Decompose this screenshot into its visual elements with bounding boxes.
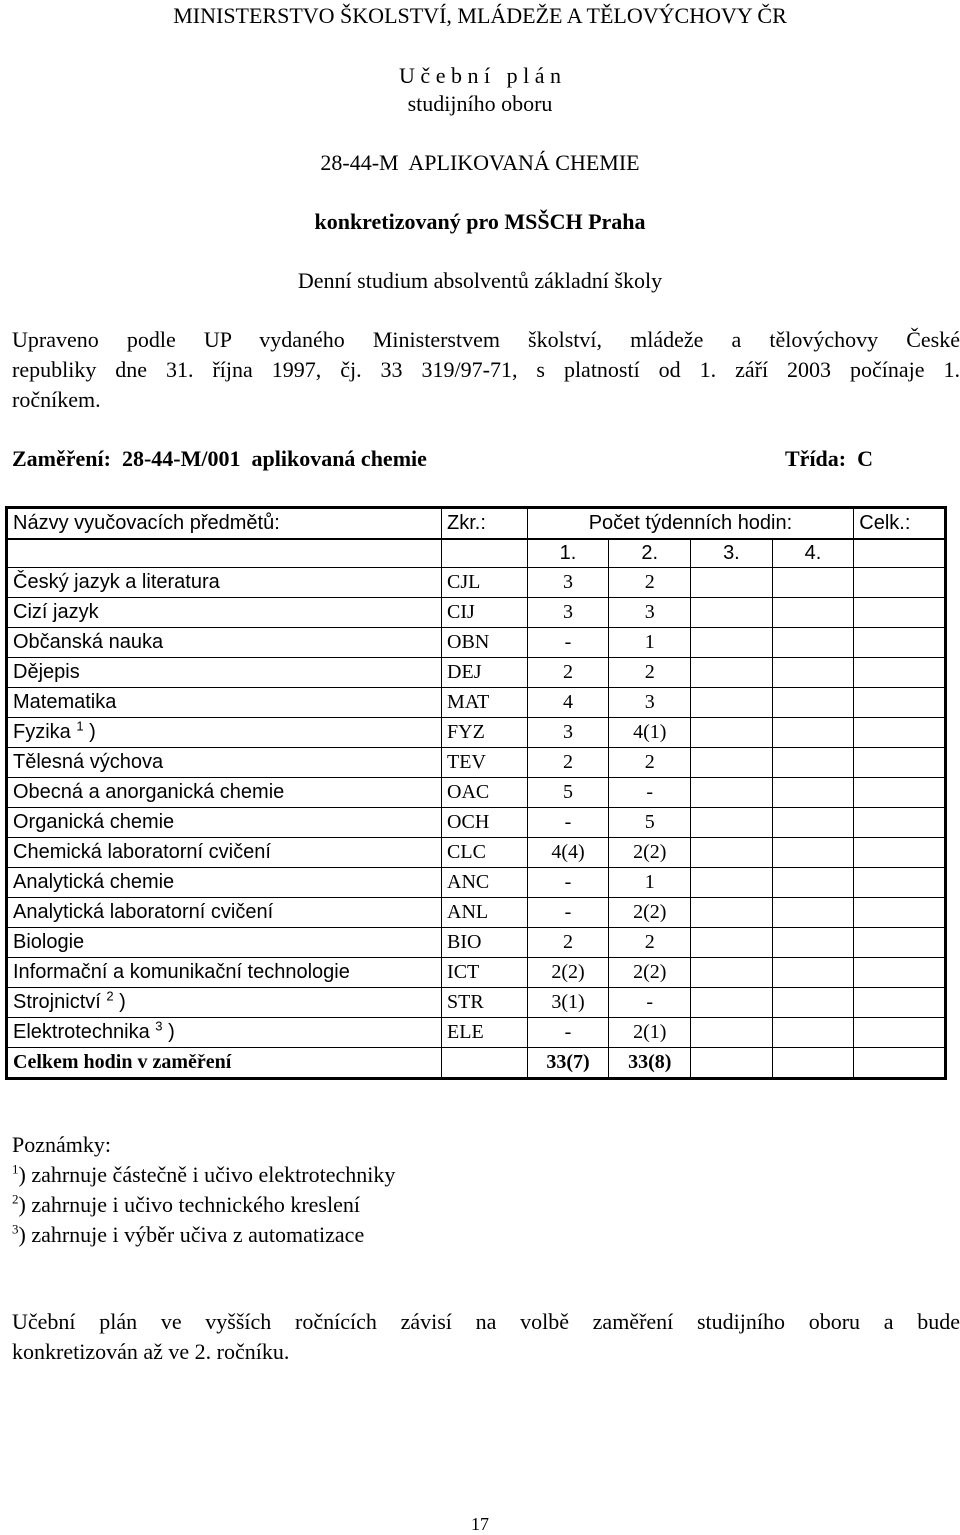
hours-year-2: 2(2) xyxy=(609,958,691,988)
page-number: 17 xyxy=(471,1514,489,1534)
note-item: $^3$) zahrnuje i výběr učiva z automatizace xyxy=(12,1221,365,1247)
hours-year-3 xyxy=(691,598,773,628)
hours-year-1: 3 xyxy=(527,598,609,628)
year-1-header: 1. xyxy=(527,539,609,568)
intro-paragraph xyxy=(12,325,960,415)
hours-total xyxy=(854,898,946,928)
subject-name: Elektrotechnika $^3$ ) xyxy=(7,1018,442,1048)
subject-abbr: ANL xyxy=(442,898,528,928)
subject-abbr: CLC xyxy=(442,838,528,868)
table-row xyxy=(7,688,946,718)
year-4-header: 4. xyxy=(772,539,854,568)
table-row xyxy=(7,958,946,988)
hours-year-2: 1 xyxy=(609,628,691,658)
hours-total xyxy=(854,718,946,748)
hours-total xyxy=(854,808,946,838)
hours-year-2: 4(1) xyxy=(609,718,691,748)
hours-total xyxy=(854,748,946,778)
col-abbr-header: Zkr.: xyxy=(442,508,528,540)
subject-name: Informační a komunikační technologie xyxy=(7,958,442,988)
hours-year-1: 2 xyxy=(527,928,609,958)
hours-year-1: 2 xyxy=(527,748,609,778)
table-row xyxy=(7,628,946,658)
closing-line-2: konkretizován až ve 2. ročníku. xyxy=(12,1339,290,1364)
subject-abbr: FYZ xyxy=(442,718,528,748)
hours-total xyxy=(854,838,946,868)
hours-year-2: 2(1) xyxy=(609,1018,691,1048)
hours-year-2: 2(2) xyxy=(609,838,691,868)
hours-year-2: 2 xyxy=(609,658,691,688)
hours-year-1: 3 xyxy=(527,568,609,598)
closing-line-1: Učební plán ve vyšších ročnících závisí na volbě zaměření studijního oboru a bude xyxy=(12,1309,960,1334)
hours-year-1: 4(4) xyxy=(527,838,609,868)
subject-abbr: OAC xyxy=(442,778,528,808)
hours-year-3 xyxy=(691,568,773,598)
hours-year-3 xyxy=(691,628,773,658)
curriculum-table xyxy=(5,506,947,1080)
table-row xyxy=(7,988,946,1018)
hours-year-3 xyxy=(691,1018,773,1048)
hours-year-3 xyxy=(691,688,773,718)
hours-year-3 xyxy=(691,838,773,868)
subject-abbr: DEJ xyxy=(442,658,528,688)
subject-name: Analytická chemie xyxy=(7,868,442,898)
hours-year-2: 1 xyxy=(609,868,691,898)
table-row xyxy=(7,718,946,748)
hours-total xyxy=(854,628,946,658)
table-row xyxy=(7,1018,946,1048)
hours-year-4 xyxy=(772,778,854,808)
hours-year-3 xyxy=(691,778,773,808)
hours-year-4 xyxy=(772,748,854,778)
hours-year-4 xyxy=(772,628,854,658)
subject-abbr: ICT xyxy=(442,958,528,988)
plan-subtitle: studijního oboru xyxy=(407,91,553,116)
col-hours-header: Počet týdenních hodin: xyxy=(527,508,854,540)
hours-year-1: - xyxy=(527,898,609,928)
subject-abbr: ANC xyxy=(442,868,528,898)
notes-title: Poznámky: xyxy=(12,1132,111,1157)
hours-year-4 xyxy=(772,808,854,838)
focus-label: Zaměření: 28-44-M/001 aplikovaná chemie xyxy=(12,446,427,471)
closing-paragraph xyxy=(12,1307,960,1367)
school-name: konkretizovaný pro MSŠCH Praha xyxy=(314,209,646,234)
hours-year-2: 2 xyxy=(609,928,691,958)
hours-year-3 xyxy=(691,718,773,748)
intro-line-1: Upraveno podle UP vydaného Ministerstvem školství, mládeže a tělovýchovy České xyxy=(12,327,960,352)
hours-year-3 xyxy=(691,808,773,838)
plan-title: U č e b n í p l á n xyxy=(399,63,561,88)
hours-year-4 xyxy=(772,958,854,988)
table-header-row xyxy=(7,508,946,540)
subject-abbr: TEV xyxy=(442,748,528,778)
table-row xyxy=(7,928,946,958)
hours-year-1: - xyxy=(527,808,609,838)
hours-year-2: - xyxy=(609,988,691,1018)
subject-abbr: BIO xyxy=(442,928,528,958)
hours-total xyxy=(854,568,946,598)
table-row xyxy=(7,748,946,778)
hours-year-1: - xyxy=(527,628,609,658)
class-label: Třída: C xyxy=(785,446,873,471)
hours-year-1: 2 xyxy=(527,658,609,688)
subject-name: Organická chemie xyxy=(7,808,442,838)
hours-total xyxy=(854,778,946,808)
hours-year-1: - xyxy=(527,868,609,898)
subject-name: Chemická laboratorní cvičení xyxy=(7,838,442,868)
subject-name: Dějepis xyxy=(7,658,442,688)
hours-year-2: 3 xyxy=(609,598,691,628)
subject-name: Matematika xyxy=(7,688,442,718)
year-3-header: 3. xyxy=(691,539,773,568)
table-row xyxy=(7,778,946,808)
hours-year-3 xyxy=(691,928,773,958)
subject-name: Strojnictví $^2$ ) xyxy=(7,988,442,1018)
subject-abbr: STR xyxy=(442,988,528,1018)
subject-abbr: MAT xyxy=(442,688,528,718)
hours-year-4 xyxy=(772,928,854,958)
hours-year-2: 2 xyxy=(609,568,691,598)
hours-year-1: 4 xyxy=(527,688,609,718)
hours-year-4 xyxy=(772,988,854,1018)
hours-year-3 xyxy=(691,988,773,1018)
hours-year-3 xyxy=(691,898,773,928)
study-mode: Denní studium absolventů základní školy xyxy=(297,268,663,293)
hours-year-4 xyxy=(772,1018,854,1048)
subject-abbr: OBN xyxy=(442,628,528,658)
hours-total xyxy=(854,688,946,718)
hours-year-4 xyxy=(772,898,854,928)
subject-abbr: CJL xyxy=(442,568,528,598)
table-row xyxy=(7,838,946,868)
hours-year-4 xyxy=(772,598,854,628)
year-2-header: 2. xyxy=(609,539,691,568)
subject-name: Cizí jazyk xyxy=(7,598,442,628)
note-item: $^1$) zahrnuje částečně i učivo elektrotechniky xyxy=(12,1161,396,1187)
hours-year-1: 2(2) xyxy=(527,958,609,988)
hours-year-2: 3 xyxy=(609,688,691,718)
hours-year-4 xyxy=(772,568,854,598)
table-row xyxy=(7,658,946,688)
year-header-row xyxy=(7,539,946,568)
subject-abbr: OCH xyxy=(442,808,528,838)
notes-section xyxy=(12,1130,395,1250)
subject-abbr: ELE xyxy=(442,1018,528,1048)
hours-year-2: 5 xyxy=(609,808,691,838)
hours-year-1: 3(1) xyxy=(527,988,609,1018)
note-item: $^2$) zahrnuje i učivo technického kreslení xyxy=(12,1191,360,1217)
hours-total xyxy=(854,868,946,898)
table-row xyxy=(7,568,946,598)
hours-year-4 xyxy=(772,718,854,748)
hours-year-3 xyxy=(691,658,773,688)
hours-year-3 xyxy=(691,748,773,778)
hours-total xyxy=(854,598,946,628)
hours-year-2: 2 xyxy=(609,748,691,778)
subject-name: Český jazyk a literatura xyxy=(7,568,442,598)
table-row xyxy=(7,598,946,628)
program-name: 28-44-M APLIKOVANÁ CHEMIE xyxy=(320,150,640,175)
subject-name: Fyzika $^1$ ) xyxy=(7,718,442,748)
subject-name: Občanská nauka xyxy=(7,628,442,658)
total-label: Celkem hodin v zaměření xyxy=(7,1048,442,1079)
hours-total xyxy=(854,958,946,988)
hours-year-3 xyxy=(691,958,773,988)
hours-year-4 xyxy=(772,838,854,868)
col-subject-header: Názvy vyučovacích předmětů: xyxy=(7,508,442,540)
hours-year-3 xyxy=(691,868,773,898)
subject-name: Analytická laboratorní cvičení xyxy=(7,898,442,928)
table-row xyxy=(7,868,946,898)
hours-year-1: 3 xyxy=(527,718,609,748)
hours-year-4 xyxy=(772,868,854,898)
ministry-heading: MINISTERSTVO ŠKOLSTVÍ, MLÁDEŽE A TĚLOVÝCHOVY ČR xyxy=(173,3,787,28)
hours-year-2: - xyxy=(609,778,691,808)
total-year-2: 33(8) xyxy=(609,1048,691,1079)
hours-year-4 xyxy=(772,688,854,718)
hours-total xyxy=(854,1018,946,1048)
table-row xyxy=(7,808,946,838)
hours-total xyxy=(854,658,946,688)
hours-total xyxy=(854,928,946,958)
table-row xyxy=(7,898,946,928)
col-total-header: Celk.: xyxy=(854,508,946,540)
intro-line-2: republiky dne 31. října 1997, čj. 33 319/97-71, s platností od 1. září 2003 počínaje 1. xyxy=(12,357,960,382)
hours-year-1: - xyxy=(527,1018,609,1048)
subject-name: Biologie xyxy=(7,928,442,958)
intro-line-3: ročníkem. xyxy=(12,387,101,412)
subject-name: Tělesná výchova xyxy=(7,748,442,778)
hours-year-2: 2(2) xyxy=(609,898,691,928)
total-year-1: 33(7) xyxy=(527,1048,609,1079)
hours-year-4 xyxy=(772,658,854,688)
subject-abbr: CIJ xyxy=(442,598,528,628)
total-row xyxy=(7,1048,946,1079)
hours-total xyxy=(854,988,946,1018)
hours-year-1: 5 xyxy=(527,778,609,808)
subject-name: Obecná a anorganická chemie xyxy=(7,778,442,808)
